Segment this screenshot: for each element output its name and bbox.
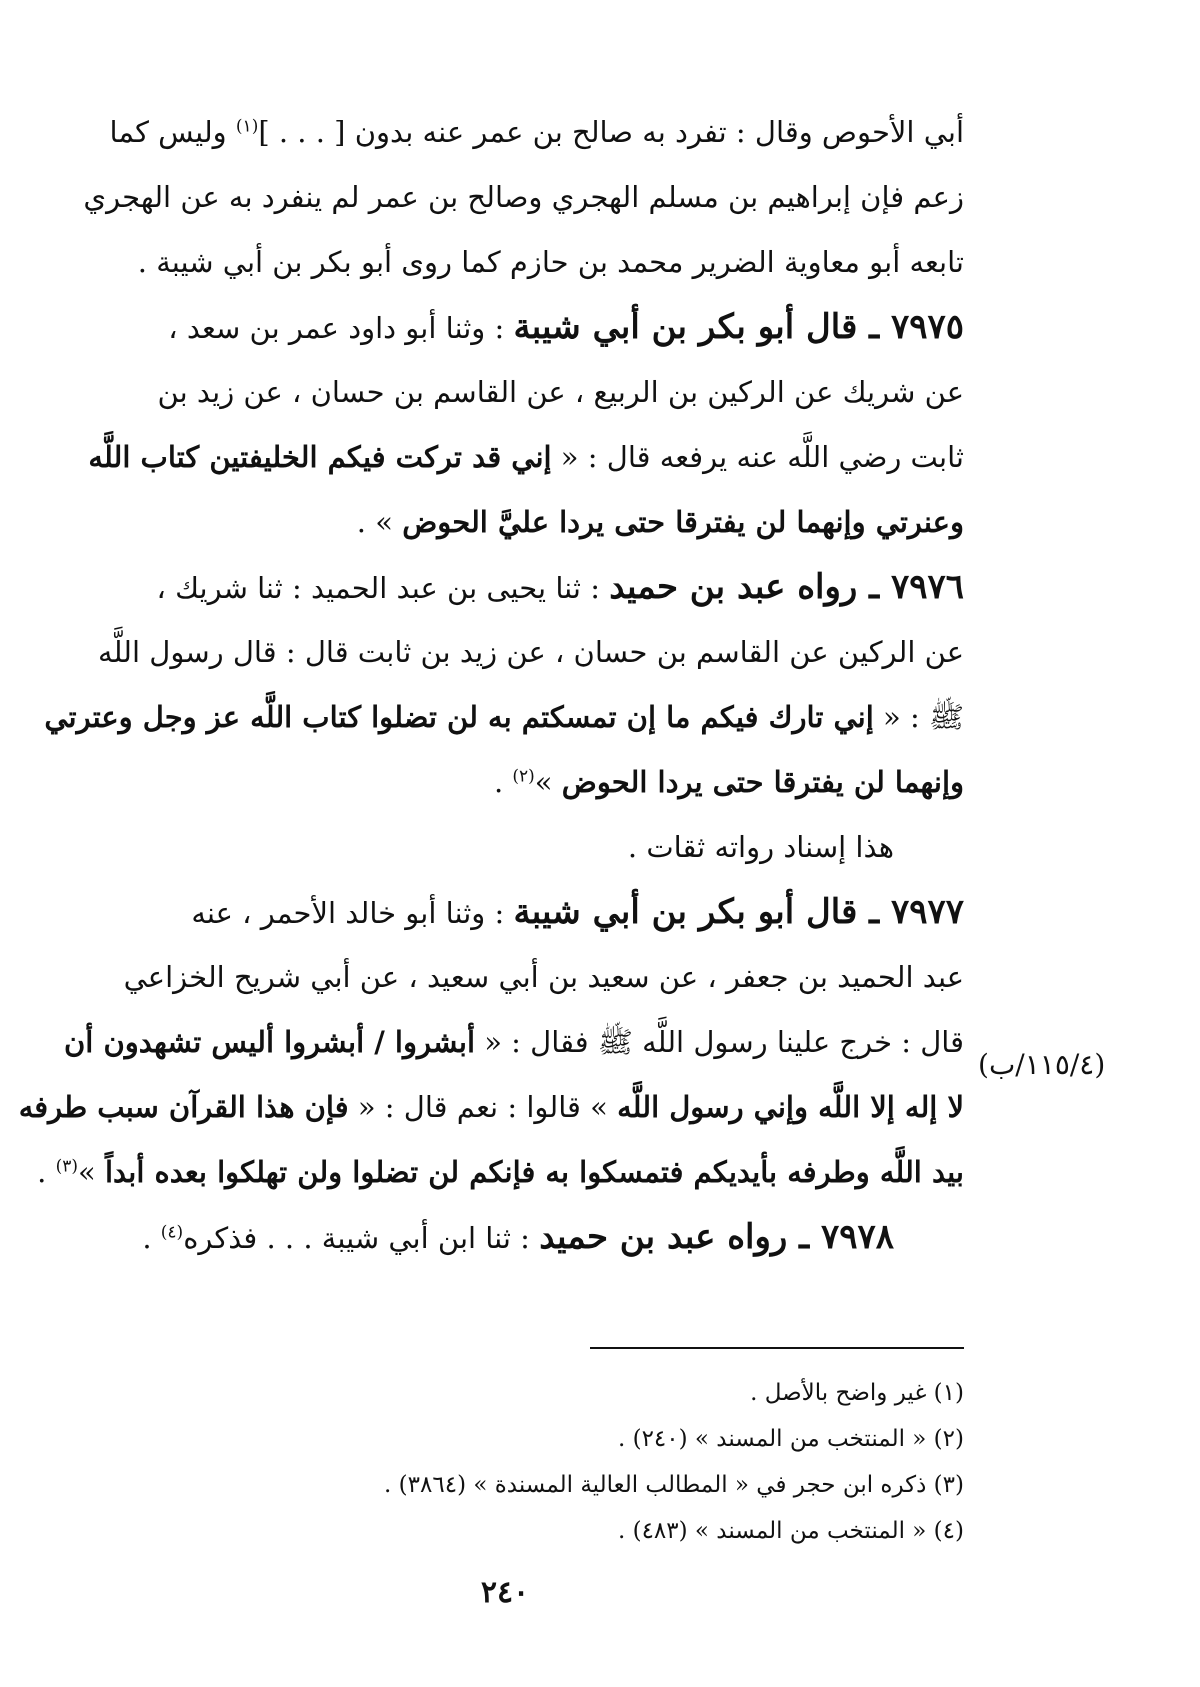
matn-text: إني تارك فيكم ما إن تمسكتم به لن تضلوا كتاب اللَّه عز وجل وعترتي	[44, 700, 874, 734]
page-number: ٢٤٠	[480, 1575, 530, 1610]
footnote-divider	[590, 1347, 964, 1349]
footnote-item: (٤) « المنتخب من المسند » (٤٨٣) .	[617, 1518, 964, 1544]
footnote-item: (٣) ذكره ابن حجر في « المطالب العالية المسندة » (٣٨٦٤) .	[384, 1472, 964, 1498]
hadith-title: ـ قال أبو بكر بن أبي شيبة	[513, 892, 891, 932]
matn-text: فإن هذا القرآن سبب طرفه	[18, 1090, 349, 1124]
text-line	[64, 1010, 964, 1075]
text-line: عبد الحميد بن جعفر ، عن سعيد بن أبي سعيد ، عن أبي شريح الخزاعي	[123, 960, 964, 994]
text-segment: » .	[356, 505, 403, 539]
text-segment: : وثنا أبو خالد الأحمر ، عنه	[191, 896, 514, 930]
hadith-title: ـ رواه عبد بن حميد	[539, 1217, 821, 1257]
footnote-ref[interactable]: (٤)	[160, 1222, 184, 1243]
text-segment: ﷺ : «	[873, 700, 964, 734]
text-line	[184, 815, 964, 880]
hadith-heading-7976	[156, 555, 964, 620]
text-line	[184, 750, 964, 815]
text-line	[18, 1075, 964, 1140]
hadith-heading-7977	[184, 880, 964, 945]
footnote-ref[interactable]: (٣)	[55, 1156, 79, 1177]
text-line: زعم فإن إبراهيم بن مسلم الهجري وصالح بن عمر لم ينفرد به عن الهجري	[83, 180, 964, 214]
text-line	[44, 685, 964, 750]
hadith-title: ـ رواه عبد بن حميد	[609, 567, 891, 607]
footnote-item: (٢) « المنتخب من المسند » (٢٤٠) .	[617, 1426, 964, 1452]
text-line	[184, 490, 964, 555]
text-segment: »	[78, 1155, 105, 1189]
text-segment: .	[142, 1221, 161, 1255]
hadith-number: ٧٩٧٥	[890, 307, 964, 347]
text-segment: : ثنا ابن أبي شيبة . . . فذكره	[183, 1221, 540, 1255]
hadith-heading-7978	[142, 1205, 964, 1270]
text-segment: هذا إسناد رواته ثقات .	[627, 830, 894, 864]
footnote-ref[interactable]: (١)	[235, 116, 259, 137]
matn-text: وإنهما لن يفترقا حتى يردا الحوض	[561, 765, 964, 799]
text-line: تابعه أبو معاوية الضرير محمد بن حازم كما روى أبو بكر بن أبي شيبة .	[137, 245, 964, 279]
footnotes	[184, 1370, 964, 1554]
text-line: عن الركين عن القاسم بن حسان ، عن زيد بن ثابت قال : قال رسول اللَّه	[98, 635, 964, 669]
matn-text: وعنرتي وإنهما لن يفترقا حتى يردا عليَّ الحوض	[402, 505, 964, 539]
text-line: عن شريك عن الركين بن الربيع ، عن القاسم بن حسان ، عن زيد بن	[157, 375, 964, 409]
footnote-ref[interactable]: (٢)	[512, 766, 535, 787]
matn-text: أبشروا / أبشروا أليس تشهدون أن	[64, 1025, 475, 1059]
text-segment: : وثنا أبو داود عمر بن سعد ،	[168, 311, 514, 345]
hadith-number: ٧٩٧٨	[820, 1217, 894, 1257]
matn-text: لا إله إلا اللَّه وإني رسول اللَّه	[617, 1090, 964, 1124]
text-line	[37, 1140, 964, 1205]
text-segment: »	[534, 765, 562, 799]
text-segment: .	[37, 1155, 56, 1189]
matn-text: بيد اللَّه وطرفه بأيديكم فتمسكوا به فإنكم لن تضلوا ولن تهلكوا بعده أبداً	[105, 1155, 964, 1189]
text-segment: وليس كما	[109, 115, 236, 149]
text-segment: .	[493, 765, 513, 799]
text-segment: » قالوا : نعم قال : «	[348, 1090, 618, 1124]
text-line	[109, 100, 964, 165]
hadith-heading-7975	[168, 295, 964, 360]
text-segment: ثابت رضي اللَّه عنه يرفعه قال : «	[551, 440, 964, 474]
hadith-title: ـ قال أبو بكر بن أبي شيبة	[513, 307, 891, 347]
hadith-number: ٧٩٧٦	[890, 567, 964, 607]
text-segment: : ثنا يحيى بن عبد الحميد : ثنا شريك ،	[156, 571, 610, 605]
text-line	[88, 425, 964, 490]
main-text	[18, 100, 964, 1270]
matn-text: إني قد تركت فيكم الخليفتين كتاب اللَّه	[88, 440, 552, 474]
hadith-number: ٧٩٧٧	[890, 892, 964, 932]
text-segment: أبي الأحوص وقال : تفرد به صالح بن عمر عنه بدون [ . . . ]	[258, 115, 964, 149]
margin-folio-note: (١١٥/٤/ب)	[978, 1048, 1106, 1081]
footnote-item: (١) غير واضح بالأصل .	[750, 1380, 964, 1406]
text-segment: قال : خرج علينا رسول اللَّه ﷺ فقال : «	[475, 1025, 964, 1059]
